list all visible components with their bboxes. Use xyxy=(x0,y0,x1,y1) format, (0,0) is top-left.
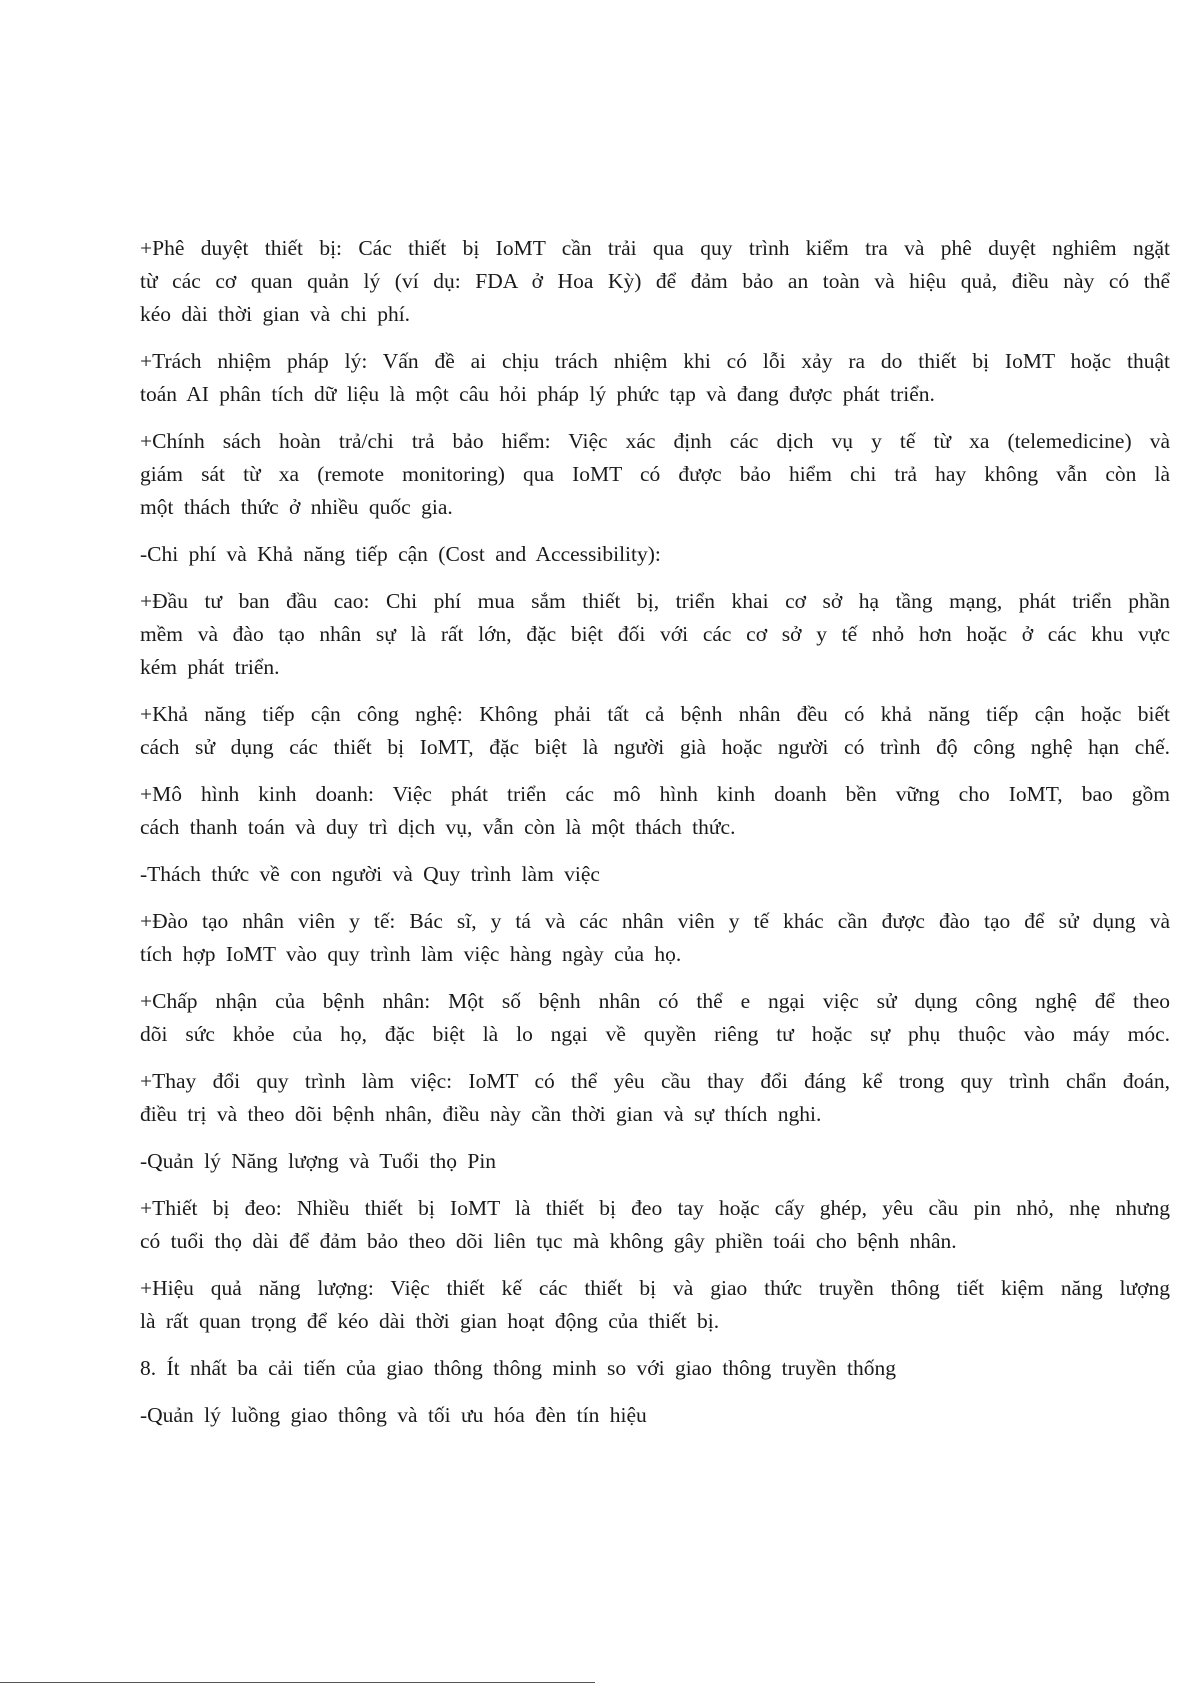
paragraph xyxy=(140,1145,1170,1178)
text-line: -Thách thức về con người và Quy trình làm việc xyxy=(140,862,600,886)
text-line: +Thay đổi quy trình làm việc: IoMT có thể yêu cầu thay đổi đáng kể trong quy trình chẩn đoán, xyxy=(140,1069,1170,1093)
text-line: cách thanh toán và duy trì dịch vụ, vẫn còn là một thách thức. xyxy=(140,815,736,839)
paragraph xyxy=(140,905,1170,971)
text-line: +Phê duyệt thiết bị: Các thiết bị IoMT cần trải qua quy trình kiểm tra và phê duyệt nghiêm ngặt xyxy=(140,236,1170,260)
text-line: một thách thức ở nhiều quốc gia. xyxy=(140,495,453,519)
text-line: dõi sức khỏe của họ, đặc biệt là lo ngại về quyền riêng tư hoặc sự phụ thuộc vào máy móc. xyxy=(140,1022,1170,1046)
paragraph xyxy=(140,698,1170,764)
text-line: +Hiệu quả năng lượng: Việc thiết kế các thiết bị và giao thức truyền thông tiết kiệm năng lượng xyxy=(140,1276,1170,1300)
paragraph xyxy=(140,1272,1170,1338)
text-line: 8. Ít nhất ba cải tiến của giao thông thông minh so với giao thông truyền thống xyxy=(140,1356,896,1380)
text-line: +Khả năng tiếp cận công nghệ: Không phải tất cả bệnh nhân đều có khả năng tiếp cận hoặc biết xyxy=(140,702,1170,726)
text-line: kéo dài thời gian và chi phí. xyxy=(140,302,411,326)
paragraph xyxy=(140,1352,1170,1385)
document-body xyxy=(140,232,1170,1446)
paragraph xyxy=(140,985,1170,1051)
text-line: -Quản lý Năng lượng và Tuổi thọ Pin xyxy=(140,1149,497,1173)
text-line: -Quản lý luồng giao thông và tối ưu hóa đèn tín hiệu xyxy=(140,1403,647,1427)
text-line: toán AI phân tích dữ liệu là một câu hỏi pháp lý phức tạp và đang được phát triển. xyxy=(140,382,935,406)
text-line: kém phát triển. xyxy=(140,655,280,679)
text-line: +Thiết bị đeo: Nhiều thiết bị IoMT là thiết bị đeo tay hoặc cấy ghép, yêu cầu pin nhỏ, nhẹ nhưng xyxy=(140,1196,1170,1220)
text-line: +Chấp nhận của bệnh nhân: Một số bệnh nhân có thể e ngại việc sử dụng công nghệ để theo xyxy=(140,989,1170,1013)
text-line: tích hợp IoMT vào quy trình làm việc hàng ngày của họ. xyxy=(140,942,682,966)
paragraph xyxy=(140,858,1170,891)
paragraph xyxy=(140,1399,1170,1432)
paragraph xyxy=(140,585,1170,684)
text-line: +Trách nhiệm pháp lý: Vấn đề ai chịu trách nhiệm khi có lỗi xảy ra do thiết bị IoMT hoặc thuật xyxy=(140,349,1170,373)
text-line: +Chính sách hoàn trả/chi trả bảo hiểm: Việc xác định các dịch vụ y tế từ xa (telemedicine) và xyxy=(140,429,1170,453)
text-line: có tuổi thọ dài để đảm bảo theo dõi liên tục mà không gây phiền toái cho bệnh nhân. xyxy=(140,1229,957,1253)
text-line: giám sát từ xa (remote monitoring) qua IoMT có được bảo hiểm chi trả hay không vẫn còn là xyxy=(140,462,1170,486)
text-line: điều trị và theo dõi bệnh nhân, điều này cần thời gian và sự thích nghi. xyxy=(140,1102,822,1126)
footer-divider xyxy=(0,1682,595,1683)
text-line: -Chi phí và Khả năng tiếp cận (Cost and Accessibility): xyxy=(140,542,661,566)
paragraph xyxy=(140,538,1170,571)
text-line: +Mô hình kinh doanh: Việc phát triển các mô hình kinh doanh bền vững cho IoMT, bao gồm xyxy=(140,782,1170,806)
text-line: cách sử dụng các thiết bị IoMT, đặc biệt là người già hoặc người có trình độ công nghệ hạn chế. xyxy=(140,735,1170,759)
text-line: từ các cơ quan quản lý (ví dụ: FDA ở Hoa Kỳ) để đảm bảo an toàn và hiệu quả, điều này có thể xyxy=(140,269,1170,293)
paragraph xyxy=(140,778,1170,844)
paragraph xyxy=(140,425,1170,524)
text-line: +Đầu tư ban đầu cao: Chi phí mua sắm thiết bị, triển khai cơ sở hạ tầng mạng, phát triển phần xyxy=(140,589,1170,613)
paragraph xyxy=(140,1192,1170,1258)
text-line: là rất quan trọng để kéo dài thời gian hoạt động của thiết bị. xyxy=(140,1309,720,1333)
text-line: +Đào tạo nhân viên y tế: Bác sĩ, y tá và các nhân viên y tế khác cần được đào tạo để sử dụng và xyxy=(140,909,1170,933)
text-line: mềm và đào tạo nhân sự là rất lớn, đặc biệt đối với các cơ sở y tế nhỏ hơn hoặc ở các khu vực xyxy=(140,622,1170,646)
paragraph xyxy=(140,345,1170,411)
paragraph xyxy=(140,1065,1170,1131)
paragraph xyxy=(140,232,1170,331)
